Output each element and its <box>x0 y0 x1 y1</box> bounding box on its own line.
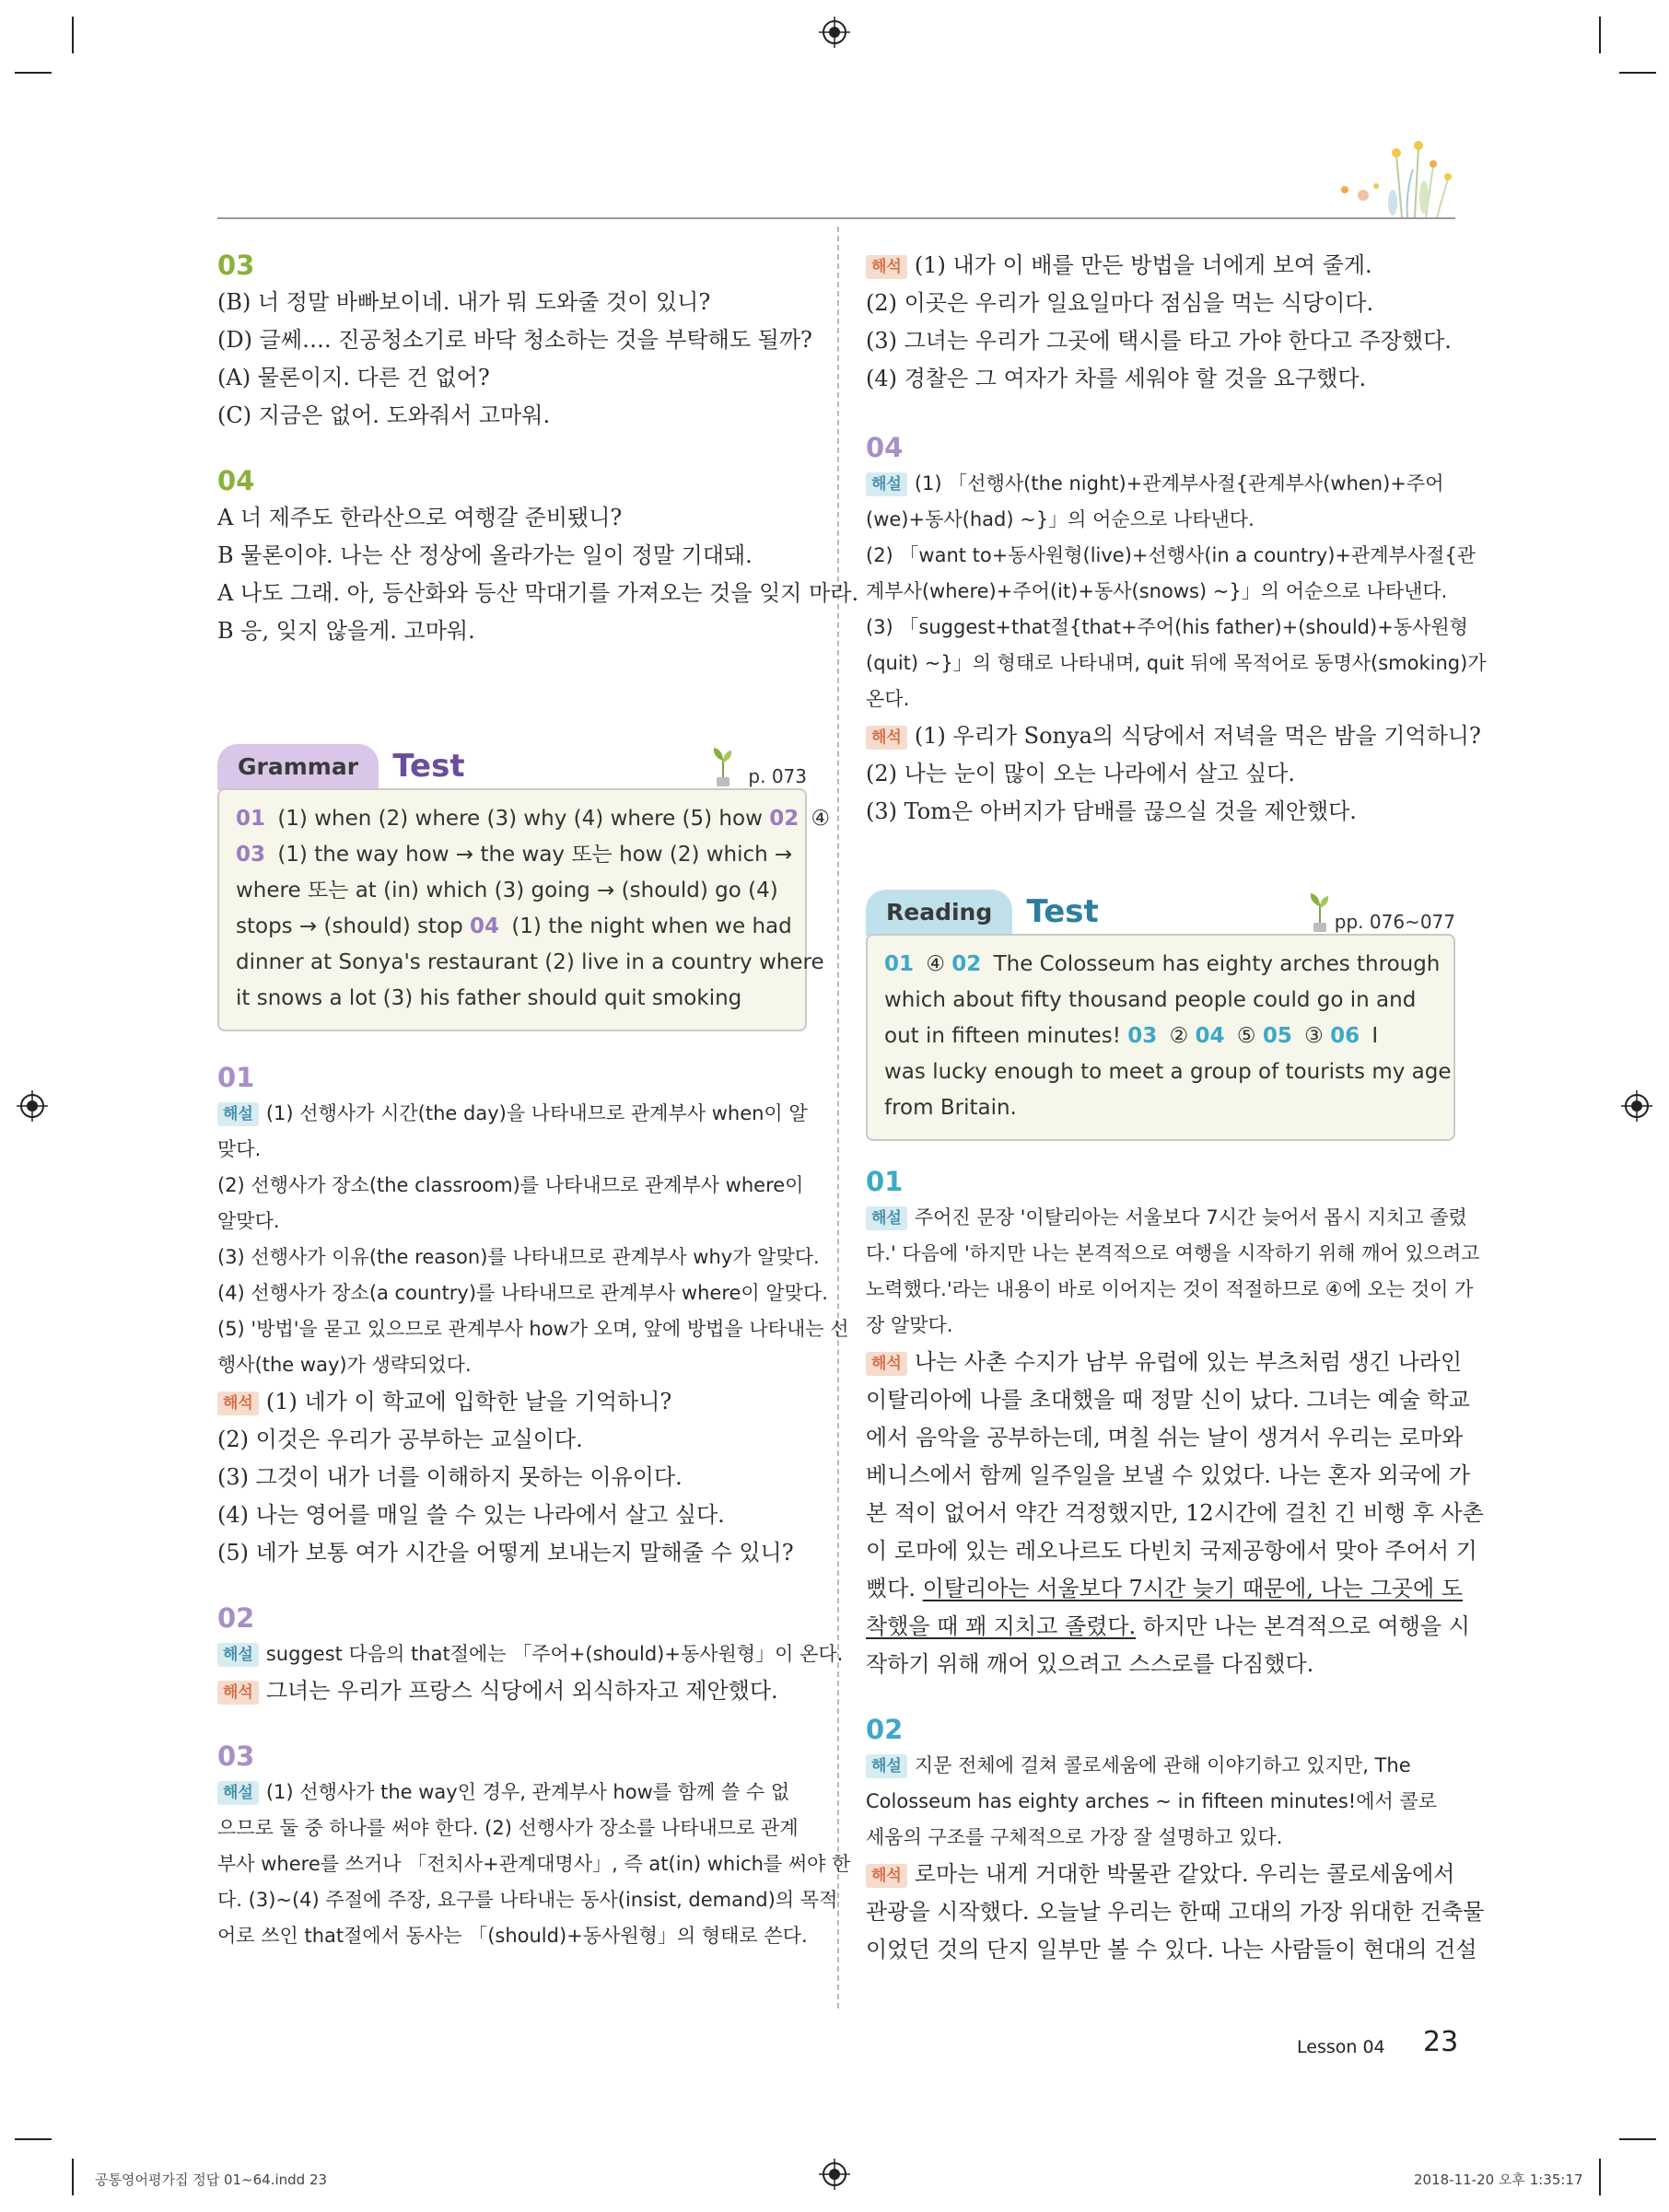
explanation-text: 장 알맞다. <box>866 1314 953 1336</box>
translation-tag: 해석 <box>866 255 907 279</box>
answer-text: it snows a lot (3) his father should quit smoking <box>236 986 742 1010</box>
answer-number: 02 <box>951 952 982 976</box>
dialogue-line: (A) 물론이지. 다른 건 없어? <box>217 365 490 390</box>
explanation-tag: 해설 <box>866 1206 907 1230</box>
page-reference: p. 073 <box>748 765 807 787</box>
translation-text: 이탈리아에 나를 초대했을 때 정말 신이 났다. 그녀는 예술 학교 <box>866 1387 1470 1413</box>
registration-mark-icon <box>17 1090 48 1122</box>
translation-text: 작하기 위해 깨어 있으려고 스스로를 다짐했다. <box>866 1651 1314 1677</box>
answer-line <box>236 909 792 945</box>
test-tab-label: Reading <box>866 890 1012 936</box>
explanation-text: Colosseum has eighty arches ~ in fifteen minutes!에서 콜로 <box>866 1790 1438 1812</box>
crop-mark <box>1599 17 1601 53</box>
answer-box <box>217 788 831 1031</box>
explanation-text: 온다. <box>866 688 910 710</box>
answer-line <box>236 981 788 1017</box>
dialogue-line: (B) 너 정말 바빠보이네. 내가 뭐 도와줄 것이 있니? <box>217 289 711 315</box>
answer-number: 04 <box>1195 1024 1225 1048</box>
dialogue-line: A 너 제주도 한라산으로 여행갈 준비됐니? <box>217 505 623 530</box>
explanation-text: 다.' 다음에 '하지만 나는 본격적으로 여행을 시작하기 위해 깨어 있으려고 <box>866 1242 1480 1264</box>
explanation-text: 부사 where를 쓰거나 「전치사+관계대명사」, 즉 at(in) which를 써야 한 <box>217 1853 851 1875</box>
explanation-text: (2) 「want to+동사원형(live)+선행사(in a country)+관계부사절{관 <box>866 544 1476 566</box>
explanation-text: (1) 선행사가 시간(the day)을 나타내므로 관계부사 when이 알 <box>265 1102 808 1124</box>
test-title: Test <box>1026 893 1099 930</box>
answer-line <box>236 873 788 909</box>
answer-text: I <box>1365 1024 1379 1048</box>
translation-text: 관광을 시작했다. 오늘날 우리는 한때 고대의 가장 위대한 건축물 <box>866 1899 1485 1925</box>
translation-text: (1) 내가 이 배를 만든 방법을 너에게 보여 줄게. <box>914 252 1372 278</box>
translation-text: 에서 음악을 공부하는데, 며칠 쉬는 날이 생겨서 우리는 로마와 <box>866 1425 1464 1450</box>
registration-mark-icon <box>1621 1090 1652 1122</box>
explanation-text: (1) 「선행사(the night)+관계부사절{관계부사(when)+주어 <box>914 472 1444 495</box>
registration-mark-icon <box>819 17 850 48</box>
answer-text: was lucky enough to meet a group of tourists my age <box>884 1060 1452 1084</box>
explanation-r02 <box>866 1748 1455 1856</box>
translation-g03 <box>866 247 1455 398</box>
right-column <box>866 247 1487 1969</box>
answer-box <box>866 934 1455 1141</box>
answer-text: The Colosseum has eighty arches through <box>986 952 1441 976</box>
dialogue-line: B 응, 잊지 않을게. 고마워. <box>217 618 475 644</box>
dialogue-q04 <box>217 499 859 650</box>
translation-tag: 해석 <box>866 1864 907 1888</box>
translation-text: (2) 나는 눈이 많이 오는 나라에서 살고 싶다. <box>866 761 1295 786</box>
translation-text: (4) 경찰은 그 여자가 차를 세워야 할 것을 요구했다. <box>866 366 1367 391</box>
page-number: 23 <box>1423 2026 1459 2058</box>
translation-tag: 해석 <box>866 1352 907 1376</box>
translation-tag: 해석 <box>217 1681 259 1705</box>
explanation-text: 주어진 문장 '이탈리아는 서울보다 7시간 늦어서 몹시 지치고 졸렸 <box>914 1206 1467 1228</box>
answer-text: (1) the night when we had <box>505 914 792 938</box>
translation-g04 <box>866 717 1481 831</box>
explanation-text: 세움의 구조를 구체적으로 가장 잘 설명하고 있다. <box>866 1826 1283 1848</box>
explanation-text: 으므로 둘 중 하나를 써야 한다. (2) 선행사가 장소를 나타내므로 관계 <box>217 1817 799 1839</box>
question-number: 03 <box>217 250 255 281</box>
translation-tag: 해석 <box>217 1391 259 1415</box>
answer-number: 03 <box>1127 1024 1158 1048</box>
explanation-text: 다. (3)~(4) 주절에 주장, 요구를 나타내는 동사(insist, demand)의 목적 <box>217 1889 838 1911</box>
translation-text: (3) Tom은 아버지가 담배를 끊으실 것을 제안했다. <box>866 798 1357 824</box>
answer-line <box>884 1054 1452 1090</box>
answer-line <box>884 1090 1437 1126</box>
answer-text: from Britain. <box>884 1096 1017 1120</box>
explanation-text: (5) '방법'을 묻고 있으므로 관계부사 how가 오며, 앞에 방법을 나타내는 선 <box>217 1318 849 1340</box>
explanation-g01 <box>217 1096 849 1383</box>
explanation-text: suggest 다음의 that절에는 「주어+(should)+동사원형」이 온다. <box>265 1643 844 1665</box>
answer-line <box>236 837 793 873</box>
translation-r02 <box>866 1856 1485 1969</box>
answer-text: dinner at Sonya's restaurant (2) live in a country where <box>236 950 824 974</box>
answer-text: (1) the way how → the way 또는 how (2) which → <box>271 843 793 867</box>
answer-number: 04 <box>470 914 500 938</box>
answer-line <box>884 1019 1437 1054</box>
answer-text: ④ <box>804 807 831 831</box>
sprout-icon <box>711 744 735 788</box>
translation-text: 착했을 때 꽤 지치고 졸렸다. 하지만 나는 본격적으로 여행을 시 <box>866 1613 1470 1639</box>
flower-decoration-icon <box>1323 138 1455 219</box>
explanation-text: (4) 선행사가 장소(a country)를 나타내므로 관계부사 where이 알맞다. <box>217 1282 828 1304</box>
answer-line <box>884 983 1437 1019</box>
explanation-text: 알맞다. <box>217 1210 280 1232</box>
translation-tag: 해석 <box>866 726 907 750</box>
translation-text: 그녀는 우리가 프랑스 식당에서 외식하자고 제안했다. <box>265 1678 778 1704</box>
underlined-sentence: 착했을 때 꽤 지치고 졸렸다. <box>866 1613 1137 1639</box>
translation-g02 <box>217 1672 807 1710</box>
question-number: 02 <box>866 1714 904 1745</box>
explanation-tag: 해설 <box>866 472 907 496</box>
question-number: 04 <box>217 465 255 496</box>
answer-line <box>884 947 1441 983</box>
translation-text: (4) 나는 영어를 매일 쓸 수 있는 나라에서 살고 싶다. <box>217 1502 725 1528</box>
translation-text: 베니스에서 함께 일주일을 보낼 수 있었다. 나는 혼자 외국에 가 <box>866 1462 1470 1488</box>
answer-text: (1) when (2) where (3) why (4) where (5) how <box>271 807 770 831</box>
column-divider <box>837 227 839 2008</box>
question-number: 03 <box>217 1740 255 1772</box>
answer-number: 01 <box>884 952 915 976</box>
translation-text: 이 로마에 있는 레오나르도 다빈치 국제공항에서 맞아 주어서 기 <box>866 1538 1477 1564</box>
print-file-info: 공통영어평가집 정답 01~64.indd 23 <box>95 2171 328 2188</box>
registration-mark-icon <box>819 2159 850 2190</box>
answer-number: 06 <box>1330 1024 1360 1048</box>
answer-number: 01 <box>236 807 266 831</box>
dialogue-line: (D) 글쎄…. 진공청소기로 바닥 청소하는 것을 부탁해도 될까? <box>217 327 812 353</box>
answer-text: out in fifteen minutes! <box>884 1024 1128 1048</box>
question-number: 01 <box>866 1166 904 1197</box>
crop-mark <box>15 72 52 74</box>
left-column <box>217 247 859 1954</box>
underlined-sentence: 이탈리아는 서울보다 7시간 늦기 때문에, 나는 그곳에 도 <box>922 1576 1463 1601</box>
translation-g01 <box>217 1383 807 1572</box>
dialogue-line: A 나도 그래. 아, 등산화와 등산 막대기를 가져오는 것을 잊지 마라. <box>217 580 859 606</box>
translation-text: (1) 우리가 Sonya의 식당에서 저녁을 먹은 밤을 기억하니? <box>914 723 1481 749</box>
translation-text: 뻤다. 이탈리아는 서울보다 7시간 늦기 때문에, 나는 그곳에 도 <box>866 1576 1463 1601</box>
test-title: Test <box>392 748 465 785</box>
explanation-text: (we)+동사(had) ~}」의 어순으로 나타낸다. <box>866 508 1255 530</box>
explanation-text: (2) 선행사가 장소(the classroom)를 나타내므로 관계부사 where이 <box>217 1174 804 1196</box>
explanation-text: (3) 선행사가 이유(the reason)를 나타내므로 관계부사 why가 알맞다. <box>217 1246 820 1268</box>
grammar-test-box <box>217 744 831 1031</box>
answer-text: which about fifty thousand people could go in and <box>884 988 1417 1012</box>
crop-mark <box>72 17 74 53</box>
explanation-tag: 해설 <box>217 1102 259 1126</box>
crop-mark <box>15 2138 52 2140</box>
answer-text: ④ <box>919 952 952 976</box>
dialogue-q03 <box>217 284 812 435</box>
dialogue-line: (C) 지금은 없어. 도와줘서 고마워. <box>217 402 551 428</box>
lesson-label: Lesson 04 <box>1297 2037 1385 2057</box>
explanation-text: (3) 「suggest+that절{that+주어(his father)+(should)+동사원형 <box>866 616 1468 638</box>
print-date-info: 2018-11-20 오후 1:35:17 <box>1414 2171 1583 2188</box>
translation-text: (3) 그녀는 우리가 그곳에 택시를 타고 가야 한다고 주장했다. <box>866 328 1452 354</box>
explanation-tag: 해설 <box>217 1781 259 1805</box>
explanation-text: 노력했다.'라는 내용이 바로 이어지는 것이 적절하므로 ④에 오는 것이 가 <box>866 1278 1474 1300</box>
answer-number: 05 <box>1262 1024 1292 1048</box>
crop-mark <box>1619 2138 1656 2140</box>
translation-text: (5) 네가 보통 여가 시간을 어떻게 보내는지 말해줄 수 있니? <box>217 1540 794 1566</box>
answer-text: ⑤ <box>1230 1024 1263 1048</box>
translation-text: 본 적이 없어서 약간 걱정했지만, 12시간에 걸친 긴 비행 후 사촌 <box>866 1500 1484 1526</box>
reading-test-box <box>866 890 1455 1141</box>
question-number: 04 <box>866 432 904 463</box>
explanation-text: 계부사(where)+주어(it)+동사(snows) ~}」의 어순으로 나타낸다. <box>866 580 1448 602</box>
crop-mark <box>1599 2159 1601 2195</box>
answer-text: where 또는 at (in) which (3) going → (should) go (4) <box>236 879 778 902</box>
explanation-text: 지문 전체에 걸쳐 콜로세움에 관해 이야기하고 있지만, The <box>914 1754 1411 1776</box>
answer-number: 03 <box>236 843 266 867</box>
answer-line <box>236 945 824 981</box>
translation-text: 나는 사촌 수지가 남부 유럽에 있는 부츠처럼 생긴 나라인 <box>914 1349 1463 1375</box>
answer-number: 02 <box>769 807 799 831</box>
explanation-text: 맞다. <box>217 1138 262 1160</box>
crop-mark <box>1619 72 1656 74</box>
translation-text: (1) 네가 이 학교에 입학한 날을 기억하니? <box>265 1389 672 1415</box>
answer-text: ③ <box>1297 1024 1331 1048</box>
explanation-g02 <box>217 1636 844 1672</box>
test-tab-label: Grammar <box>217 744 379 790</box>
explanation-g04 <box>866 466 1487 717</box>
crop-mark <box>72 2159 74 2195</box>
explanation-text: (1) 선행사가 the way인 경우, 관계부사 how를 함께 쓸 수 없 <box>265 1781 790 1803</box>
sprout-icon <box>1308 890 1332 934</box>
explanation-tag: 해설 <box>866 1754 907 1778</box>
answer-text: ② <box>1162 1024 1196 1048</box>
explanation-r01 <box>866 1200 1480 1344</box>
translation-text: (2) 이곳은 우리가 일요일마다 점심을 먹는 식당이다. <box>866 290 1374 316</box>
explanation-text: 행사(the way)가 생략되었다. <box>217 1354 472 1376</box>
header-rule <box>217 217 1455 219</box>
translation-text: (2) 이것은 우리가 공부하는 교실이다. <box>217 1426 583 1452</box>
translation-r01 <box>866 1344 1484 1683</box>
answer-text: stops → (should) stop <box>236 914 470 938</box>
question-number: 02 <box>217 1602 255 1634</box>
explanation-g03 <box>217 1775 851 1954</box>
translation-text: 이었던 것의 단지 일부만 볼 수 있다. 나는 사람들이 현대의 건설 <box>866 1937 1477 1962</box>
answer-line <box>236 801 831 837</box>
explanation-tag: 해설 <box>217 1643 259 1667</box>
page-reference: pp. 076~077 <box>1334 911 1455 933</box>
translation-text: 로마는 내게 거대한 박물관 같았다. 우리는 콜로세움에서 <box>914 1861 1455 1887</box>
question-number: 01 <box>217 1062 255 1093</box>
dialogue-line: B 물론이야. 나는 산 정상에 올라가는 일이 정말 기대돼. <box>217 542 753 568</box>
explanation-text: (quit) ~}」의 형태로 나타내며, quit 뒤에 목적어로 동명사(smoking)가 <box>866 652 1487 674</box>
translation-text: (3) 그것이 내가 너를 이해하지 못하는 이유이다. <box>217 1464 683 1490</box>
explanation-text: 어로 쓰인 that절에서 동사는 「(should)+동사원형」의 형태로 쓴다. <box>217 1925 808 1947</box>
